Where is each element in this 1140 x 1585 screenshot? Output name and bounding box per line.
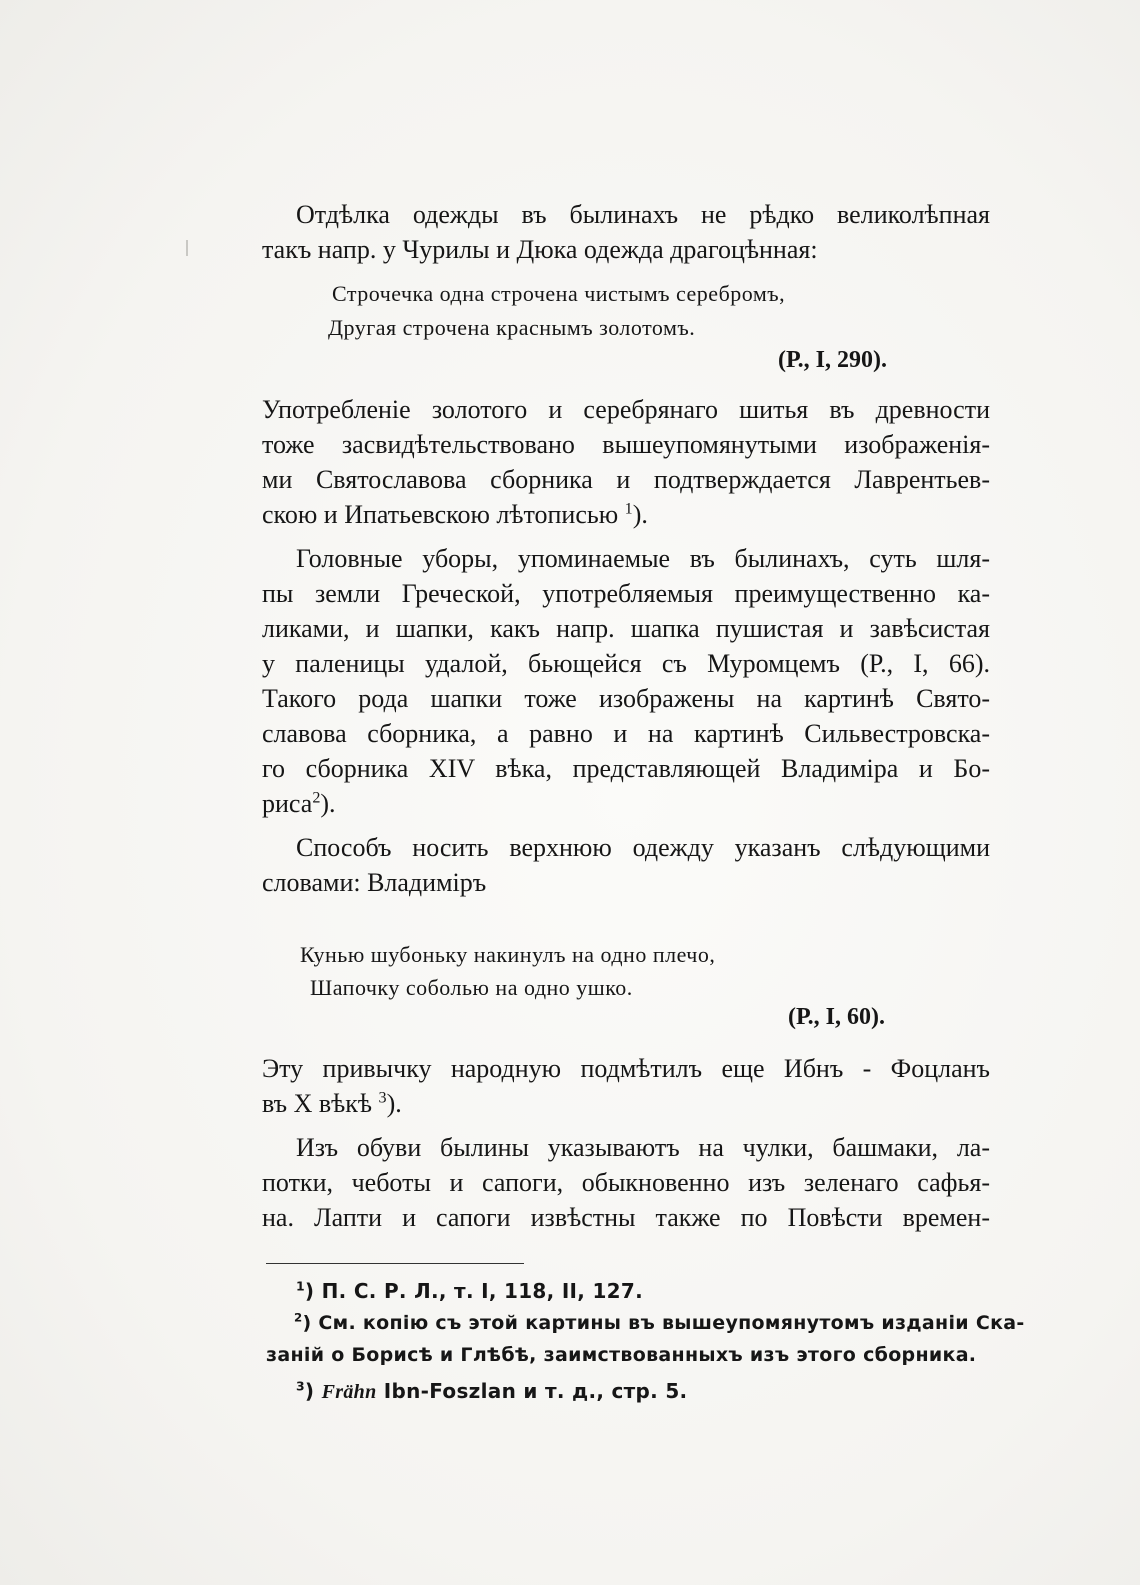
footnote-1	[296, 1278, 643, 1304]
footnote-2-line1	[266, 1310, 1025, 1336]
verse-line: Строчечка одна строчена чистымъ серебромъ,	[332, 281, 786, 306]
footnote-2-line2: заній о Борисѣ и Глѣбѣ, заимствованныхъ изъ этого сборника.	[266, 1344, 977, 1366]
margin-mark	[186, 240, 188, 256]
footnote-text: ) П. С. Р. Л., т. I, 118, II, 127.	[304, 1279, 644, 1303]
paragraph-line: Такого рода шапки тоже изображены на картинѣ Свято-	[262, 684, 990, 713]
footnote-mark: 2	[294, 1310, 303, 1325]
verse-line: Шапочку соболью на одно ушко.	[310, 975, 633, 1000]
paragraph-line: у паленицы удалой, бьющейся съ Муромцемъ (Р., I, 66).	[262, 649, 990, 678]
footnote-ref: 3	[378, 1089, 387, 1107]
paragraph-line: славова сборника, а равно и на картинѣ Сильвестровска-	[262, 719, 990, 748]
line-text: въ X вѣкѣ	[262, 1089, 372, 1118]
verse-line: Кунью шубоньку накинулъ на одно плечо,	[300, 942, 716, 967]
footnote-3: $^3$) Frähn Ibn-Foszlan и т. д., стр. 5.	[296, 1378, 688, 1403]
paragraph-line	[262, 787, 990, 821]
paragraph-line: потки, чеботы и сапоги, обыкновенно изъ зеленаго сафья-	[262, 1168, 990, 1197]
footnote-author: Frähn	[321, 1381, 377, 1403]
verse-citation: (Р., I, 60).	[788, 1004, 885, 1030]
paragraph-line: Изъ обуви былины указываютъ на чулки, башмаки, ла-	[296, 1133, 990, 1162]
paragraph-line: пы земли Греческой, употребляемыя преимущественно ка-	[262, 579, 990, 608]
line-text: ).	[386, 1089, 402, 1118]
paragraph-line: Употребленіе золотого и серебрянаго шитья въ древности	[262, 395, 990, 424]
paragraph-line: такъ напр. у Чурилы и Дюка одежда драгоцѣнная:	[262, 235, 818, 264]
paragraph-line: Эту привычку народную подмѣтилъ еще Ибнъ - Фоцланъ	[262, 1054, 990, 1083]
paragraph-line: Способъ носить верхнюю одежду указанъ слѣдующими	[296, 833, 990, 862]
footnote-text: ) См. копію съ этой картины въ вышеупомянутомъ изданіи Ска-	[302, 1312, 1025, 1334]
paragraph-line: го сборника XIV вѣка, представляющей Владиміра и Бо-	[262, 754, 990, 783]
line-text: ).	[632, 500, 648, 529]
line-text: скою и Ипатьевскою лѣтописью	[262, 500, 619, 529]
footnote-divider	[266, 1263, 524, 1264]
verse-citation: (Р., I, 290).	[778, 347, 887, 373]
line-text: ).	[320, 789, 336, 818]
paragraph-line: ликами, и шапки, какъ напр. шапка пушистая и завѣсистая	[262, 614, 990, 643]
footnote-text: Ibn-Foszlan и т. д., стр. 5.	[376, 1379, 688, 1403]
paragraph-line: на. Лапти и сапоги извѣстны также по Повѣсти времен-	[262, 1203, 990, 1232]
footnote-mark: 1	[296, 1278, 305, 1294]
footnote-ref: 1	[624, 500, 633, 518]
line-text: риса	[262, 789, 313, 818]
paragraph-line	[262, 498, 990, 532]
verse-line: Другая строчена краснымъ золотомъ.	[328, 315, 696, 340]
footnote-mark: 3	[296, 1378, 305, 1394]
paragraph-line: ми Святославова сборника и подтверждается Лаврентьев-	[262, 465, 990, 494]
paragraph-line: словами: Владиміръ	[262, 868, 487, 897]
paragraph-line: Головные уборы, упоминаемые въ былинахъ, суть шля-	[296, 544, 990, 573]
paragraph-line	[262, 1087, 990, 1121]
paragraph-line: тоже засвидѣтельствовано вышеупомянутыми изображенія-	[262, 430, 990, 459]
paragraph-line: Отдѣлка одежды въ былинахъ не рѣдко великолѣпная	[296, 200, 990, 229]
footnote-ref: 2	[312, 789, 321, 807]
